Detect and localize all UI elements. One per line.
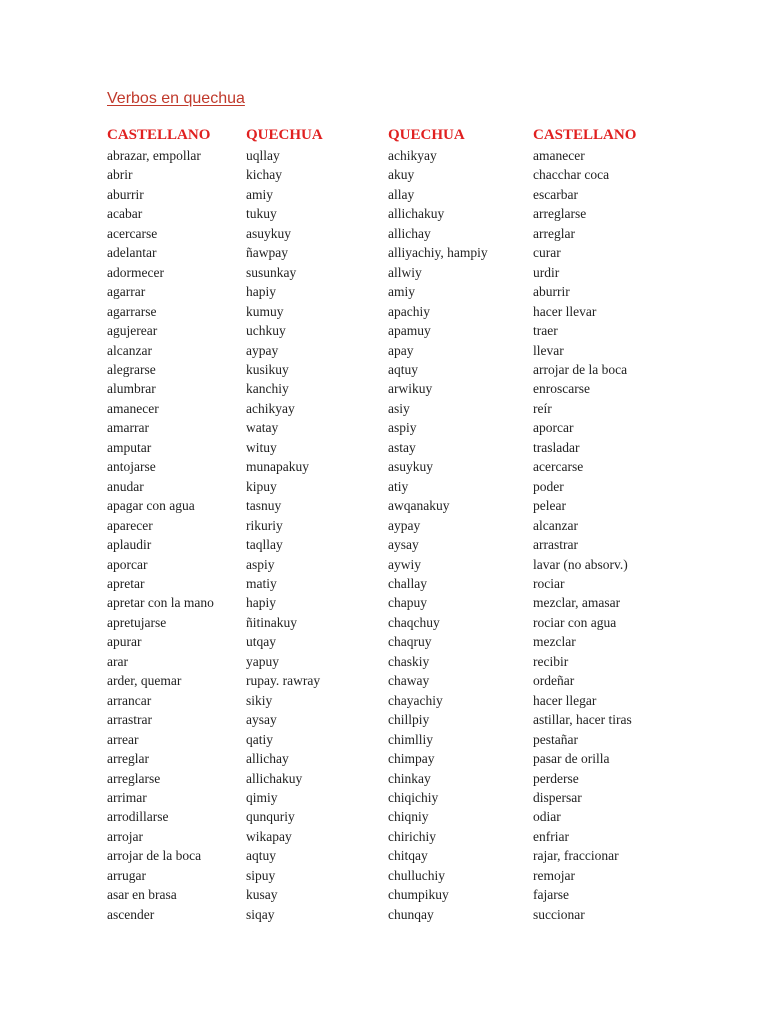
cell-castellano-left: anudar — [107, 478, 144, 494]
table-row — [107, 769, 673, 788]
cell-castellano-right: traer — [533, 323, 558, 339]
cell-quechua-left: uchkuy — [246, 323, 286, 339]
table-row — [107, 379, 673, 398]
table-row — [107, 905, 673, 924]
cell-castellano-left: aburrir — [107, 186, 144, 202]
cell-quechua-left: aysay — [246, 712, 277, 728]
table-row — [107, 866, 673, 885]
cell-castellano-left: arrojar — [107, 828, 143, 844]
table-row — [107, 749, 673, 768]
cell-quechua-left: asuykuy — [246, 225, 291, 241]
table-row — [107, 807, 673, 826]
cell-quechua-right: allay — [388, 186, 415, 202]
table-row — [107, 788, 673, 807]
cell-quechua-right: chinkay — [388, 770, 431, 786]
cell-castellano-right: enfriar — [533, 828, 569, 844]
cell-castellano-right: hacer llegar — [533, 692, 597, 708]
cell-castellano-right: pestañar — [533, 731, 578, 747]
cell-quechua-left: ñawpay — [246, 245, 288, 261]
cell-quechua-left: rupay. rawray — [246, 673, 321, 689]
table-row — [107, 302, 673, 321]
cell-quechua-right: chaway — [388, 673, 430, 689]
table-row — [107, 827, 673, 846]
cell-castellano-right: trasladar — [533, 439, 580, 455]
cell-castellano-left: arrodillarse — [107, 809, 169, 825]
table-row — [107, 691, 673, 710]
cell-castellano-right: llevar — [533, 342, 564, 358]
cell-quechua-right: chirichiy — [388, 828, 436, 844]
cell-castellano-right: enroscarse — [533, 381, 590, 397]
cell-quechua-right: chaskiy — [388, 653, 430, 669]
table-row — [107, 632, 673, 651]
cell-quechua-left: qatiy — [246, 731, 273, 747]
cell-castellano-right: ordeñar — [533, 673, 575, 689]
cell-castellano-right: alcanzar — [533, 517, 578, 533]
cell-castellano-left: antojarse — [107, 459, 156, 475]
cell-quechua-left: amiy — [246, 186, 273, 202]
table-row — [107, 185, 673, 204]
cell-quechua-left: matiy — [246, 575, 277, 591]
table-row — [107, 652, 673, 671]
cell-castellano-right: dispersar — [533, 789, 582, 805]
cell-castellano-left: alumbrar — [107, 381, 156, 397]
cell-quechua-left: uqllay — [246, 148, 280, 163]
table-row — [107, 263, 673, 282]
cell-castellano-right: chacchar coca — [533, 167, 610, 183]
table-row — [107, 438, 673, 457]
cell-castellano-left: amputar — [107, 439, 152, 455]
cell-quechua-left: aspiy — [246, 556, 275, 572]
cell-castellano-left: arrear — [107, 731, 139, 747]
cell-quechua-left: munapakuy — [246, 459, 309, 475]
cell-castellano-right: mezclar, amasar — [533, 595, 621, 611]
cell-castellano-right: remojar — [533, 867, 575, 883]
cell-quechua-right: allwiy — [388, 264, 422, 280]
cell-quechua-left: tukuy — [246, 206, 277, 222]
cell-quechua-right: aywiy — [388, 556, 421, 572]
cell-castellano-left: agarrarse — [107, 303, 157, 319]
cell-castellano-right: succionar — [533, 906, 585, 922]
cell-castellano-left: amanecer — [107, 400, 159, 416]
cell-quechua-right: allichakuy — [388, 206, 445, 222]
vocabulary-table — [107, 124, 673, 924]
cell-castellano-right: astillar, hacer tiras — [533, 712, 632, 728]
cell-quechua-left: kusay — [246, 887, 278, 903]
cell-quechua-left: hapiy — [246, 595, 276, 611]
cell-quechua-left: taqllay — [246, 537, 283, 553]
cell-castellano-right: arrojar de la boca — [533, 361, 628, 377]
cell-castellano-right: urdir — [533, 264, 560, 280]
cell-quechua-left: kanchiy — [246, 381, 289, 397]
header-castellano-right: CASTELLANO — [533, 127, 637, 143]
cell-castellano-left: amarrar — [107, 420, 149, 436]
table-row — [107, 613, 673, 632]
table-row — [107, 535, 673, 554]
table-row — [107, 243, 673, 262]
header-row — [107, 124, 673, 146]
cell-quechua-right: chillpiy — [388, 712, 430, 728]
cell-quechua-left: allichakuy — [246, 770, 303, 786]
cell-quechua-right: chaqchuy — [388, 614, 440, 630]
cell-castellano-left: aparecer — [107, 517, 153, 533]
cell-castellano-right: lavar (no absorv.) — [533, 556, 628, 572]
cell-quechua-right: astay — [388, 439, 416, 455]
cell-castellano-left: adelantar — [107, 245, 157, 261]
cell-castellano-right: poder — [533, 478, 564, 494]
cell-quechua-left: susunkay — [246, 264, 297, 280]
cell-quechua-right: apamuy — [388, 323, 431, 339]
table-row — [107, 360, 673, 379]
cell-castellano-left: apretar con la mano — [107, 595, 214, 611]
table-row — [107, 710, 673, 729]
table-row — [107, 418, 673, 437]
cell-castellano-right: recibir — [533, 653, 569, 669]
cell-quechua-right: chapuy — [388, 595, 427, 611]
cell-castellano-left: agujerear — [107, 323, 158, 339]
table-row — [107, 457, 673, 476]
table-row — [107, 399, 673, 418]
cell-quechua-right: asiy — [388, 400, 410, 416]
table-row — [107, 516, 673, 535]
table-row — [107, 496, 673, 515]
cell-castellano-right: rociar con agua — [533, 614, 617, 630]
header-quechua-left: QUECHUA — [246, 127, 323, 143]
cell-quechua-left: sipuy — [246, 867, 276, 883]
cell-quechua-right: alliyachiy, hampiy — [388, 245, 488, 261]
cell-quechua-left: kusikuy — [246, 361, 289, 377]
cell-quechua-right: chiqichiy — [388, 789, 439, 805]
cell-quechua-left: tasnuy — [246, 498, 282, 514]
cell-quechua-right: aysay — [388, 537, 419, 553]
cell-castellano-left: apagar con agua — [107, 498, 195, 514]
cell-quechua-left: ñitinakuy — [246, 614, 297, 630]
cell-castellano-left: apurar — [107, 634, 142, 650]
cell-castellano-right: reír — [533, 400, 552, 416]
cell-quechua-right: arwikuy — [388, 381, 433, 397]
cell-quechua-left: kichay — [246, 167, 282, 183]
cell-quechua-left: wikapay — [246, 828, 292, 844]
cell-quechua-left: allichay — [246, 751, 289, 767]
cell-castellano-right: acercarse — [533, 459, 584, 475]
cell-castellano-left: alcanzar — [107, 342, 152, 358]
cell-castellano-left: aplaudir — [107, 537, 152, 553]
cell-quechua-right: chimlliy — [388, 731, 433, 747]
cell-quechua-left: rikuriy — [246, 517, 283, 533]
cell-quechua-right: chunqay — [388, 906, 434, 922]
page-title: Verbos en quechua — [107, 90, 245, 107]
cell-castellano-right: mezclar — [533, 634, 576, 650]
cell-castellano-left: arrastrar — [107, 712, 152, 728]
header-quechua-right: QUECHUA — [388, 127, 465, 143]
cell-quechua-right: atiy — [388, 478, 409, 494]
cell-quechua-right: apay — [388, 342, 414, 358]
cell-quechua-right: aypay — [388, 517, 421, 533]
cell-castellano-left: arrancar — [107, 692, 152, 708]
table-row — [107, 593, 673, 612]
cell-quechua-right: amiy — [388, 284, 415, 300]
cell-castellano-right: curar — [533, 245, 561, 261]
cell-castellano-left: abrir — [107, 167, 133, 183]
table-row — [107, 321, 673, 340]
cell-castellano-left: agarrar — [107, 284, 146, 300]
cell-quechua-left: hapiy — [246, 284, 276, 300]
cell-quechua-right: chaqruy — [388, 634, 432, 650]
cell-quechua-right: chimpay — [388, 751, 435, 767]
cell-castellano-right: arreglarse — [533, 206, 587, 222]
table-body — [107, 146, 673, 924]
cell-quechua-left: aqtuy — [246, 848, 276, 864]
cell-castellano-left: alegrarse — [107, 361, 156, 377]
table-row — [107, 477, 673, 496]
cell-castellano-right: escarbar — [533, 186, 578, 202]
cell-quechua-right: achikyay — [388, 148, 437, 163]
cell-quechua-left: kipuy — [246, 478, 277, 494]
cell-quechua-left: qimiy — [246, 789, 278, 805]
cell-castellano-left: arreglar — [107, 751, 149, 767]
table-row — [107, 846, 673, 865]
cell-quechua-right: chulluchiy — [388, 867, 445, 883]
cell-quechua-right: aqtuy — [388, 361, 418, 377]
cell-castellano-right: aporcar — [533, 420, 574, 436]
cell-castellano-right: arrastrar — [533, 537, 578, 553]
cell-quechua-left: yapuy — [246, 653, 279, 669]
cell-quechua-right: awqanakuy — [388, 498, 450, 514]
table-row — [107, 671, 673, 690]
cell-castellano-right: aburrir — [533, 284, 570, 300]
cell-quechua-right: akuy — [388, 167, 415, 183]
cell-castellano-left: apretar — [107, 575, 145, 591]
table-row — [107, 224, 673, 243]
cell-quechua-left: achikyay — [246, 400, 295, 416]
cell-castellano-left: arrojar de la boca — [107, 848, 202, 864]
cell-castellano-left: asar en brasa — [107, 887, 177, 903]
cell-quechua-left: kumuy — [246, 303, 284, 319]
cell-castellano-left: arreglarse — [107, 770, 161, 786]
cell-quechua-right: apachiy — [388, 303, 430, 319]
cell-castellano-right: odiar — [533, 809, 561, 825]
cell-castellano-left: arder, quemar — [107, 673, 182, 689]
cell-castellano-left: abrazar, empollar — [107, 148, 201, 163]
table-row — [107, 730, 673, 749]
cell-castellano-left: ascender — [107, 906, 155, 922]
cell-castellano-left: adormecer — [107, 264, 164, 280]
cell-castellano-left: acercarse — [107, 225, 158, 241]
table-row — [107, 885, 673, 904]
cell-castellano-left: arrimar — [107, 789, 147, 805]
table-row — [107, 204, 673, 223]
cell-quechua-left: siqay — [246, 906, 275, 922]
cell-castellano-right: fajarse — [533, 887, 569, 903]
cell-castellano-left: arar — [107, 653, 128, 669]
cell-quechua-left: qunquriy — [246, 809, 295, 825]
cell-castellano-left: arrugar — [107, 867, 146, 883]
cell-castellano-right: perderse — [533, 770, 579, 786]
cell-quechua-right: challay — [388, 575, 427, 591]
cell-castellano-right: amanecer — [533, 148, 585, 163]
cell-castellano-left: acabar — [107, 206, 143, 222]
cell-castellano-right: rociar — [533, 575, 565, 591]
cell-quechua-right: chayachiy — [388, 692, 443, 708]
cell-quechua-left: wituy — [246, 439, 277, 455]
table-row — [107, 282, 673, 301]
cell-castellano-right: pelear — [533, 498, 566, 514]
table-row — [107, 555, 673, 574]
table-row — [107, 146, 673, 165]
table-row — [107, 165, 673, 184]
cell-quechua-right: chumpikuy — [388, 887, 449, 903]
cell-quechua-left: watay — [246, 420, 279, 436]
cell-castellano-right: hacer llevar — [533, 303, 597, 319]
table-row — [107, 574, 673, 593]
cell-castellano-left: aporcar — [107, 556, 148, 572]
cell-quechua-right: chitqay — [388, 848, 428, 864]
cell-quechua-left: sikiy — [246, 692, 273, 708]
cell-quechua-right: asuykuy — [388, 459, 433, 475]
cell-castellano-right: rajar, fraccionar — [533, 848, 619, 864]
cell-quechua-right: allichay — [388, 225, 431, 241]
table-row — [107, 341, 673, 360]
cell-quechua-right: aspiy — [388, 420, 417, 436]
cell-quechua-left: aypay — [246, 342, 279, 358]
cell-castellano-right: arreglar — [533, 225, 575, 241]
cell-castellano-left: apretujarse — [107, 614, 167, 630]
header-castellano-left: CASTELLANO — [107, 127, 211, 143]
cell-castellano-right: pasar de orilla — [533, 751, 610, 767]
cell-quechua-right: chiqniy — [388, 809, 429, 825]
cell-quechua-left: utqay — [246, 634, 276, 650]
